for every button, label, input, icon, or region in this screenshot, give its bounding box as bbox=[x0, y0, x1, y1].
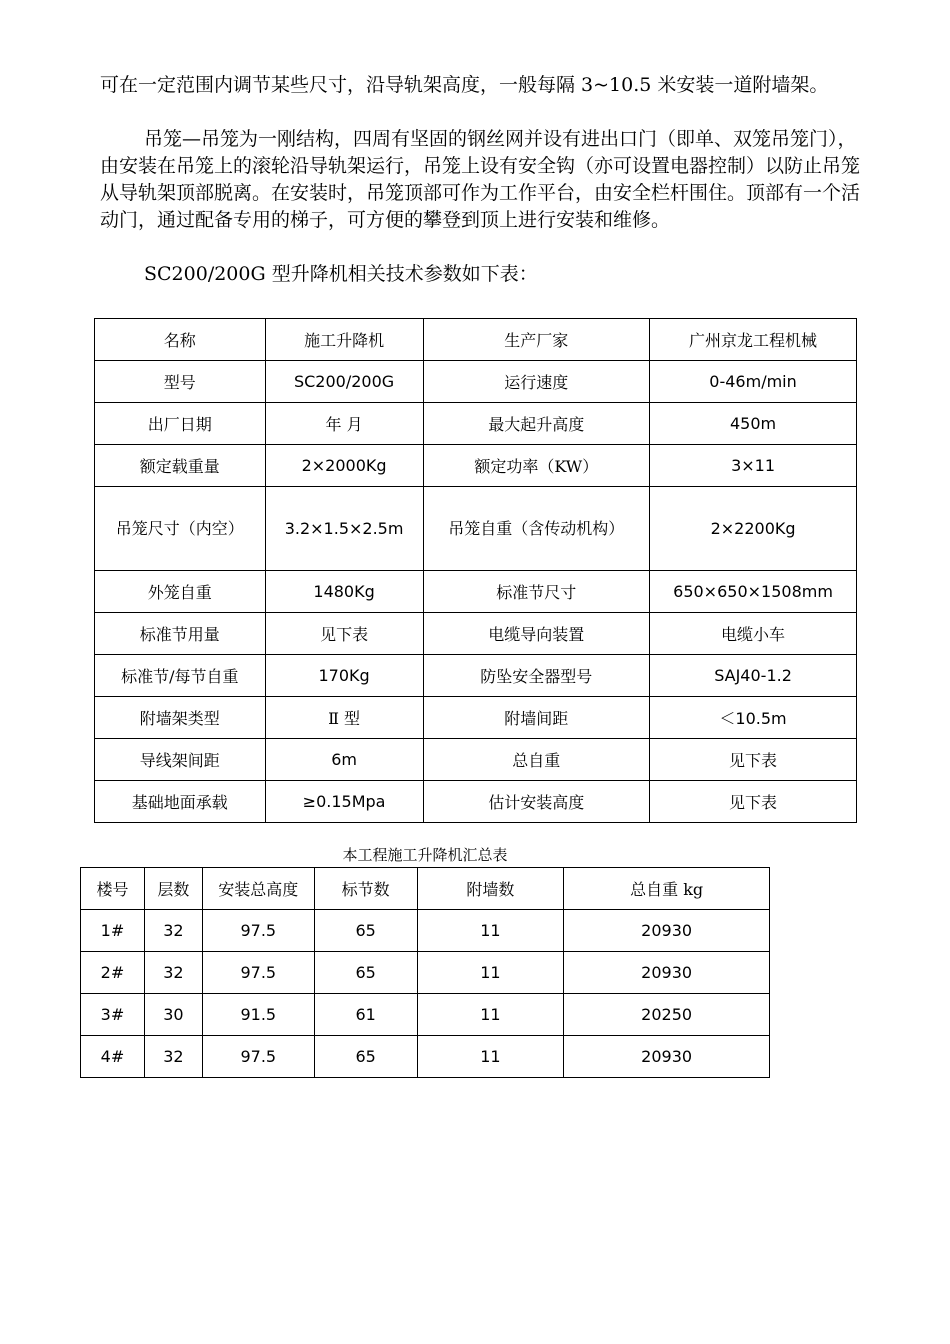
table-cell: 97.5 bbox=[202, 952, 314, 994]
paragraph-attached-wall: 可在一定范围内调节某些尺寸，沿导轨架高度，一般每隔 3~10.5 米安装一道附墙架。 bbox=[100, 74, 829, 96]
spec-value: 广州京龙工程机械 bbox=[650, 319, 857, 361]
spec-label: 标准节尺寸 bbox=[423, 571, 650, 613]
spec-value: 3.2×1.5×2.5m bbox=[265, 487, 423, 571]
spec-value: 3×11 bbox=[650, 445, 857, 487]
spec-value: Ⅱ 型 bbox=[265, 697, 423, 739]
spec-value: 年 月 bbox=[265, 403, 423, 445]
table-row bbox=[95, 697, 857, 739]
spec-value: 见下表 bbox=[650, 781, 857, 823]
table-row bbox=[95, 655, 857, 697]
spec-label: 标准节/每节自重 bbox=[95, 655, 266, 697]
paragraph-cage: 吊笼—吊笼为一刚结构，四周有坚固的钢丝网并设有进出口门（即单、双笼吊笼门），由安装在吊笼上的滚轮沿导轨架运行，吊笼上设有安全钩（亦可设置电器控制）以防止吊笼从导轨架顶部脱离。在安装时，吊笼顶部可作为工作平台，由安全栏杆围住。顶部有一个活动门，通过配备专用的梯子，可方便的攀登到顶上进行安装和维修。 bbox=[100, 128, 861, 231]
table-cell: 1# bbox=[81, 910, 145, 952]
spec-value: 2×2000Kg bbox=[265, 445, 423, 487]
table-cell: 91.5 bbox=[202, 994, 314, 1036]
spec-value: 2×2200Kg bbox=[650, 487, 857, 571]
table-cell: 4# bbox=[81, 1036, 145, 1078]
spec-label: 运行速度 bbox=[423, 361, 650, 403]
paragraph-spec-intro: SC200/200G 型升降机相关技术参数如下表： bbox=[144, 263, 538, 285]
table-cell: 61 bbox=[314, 994, 417, 1036]
spec-value: 电缆小车 bbox=[650, 613, 857, 655]
table-row bbox=[81, 994, 770, 1036]
table-row bbox=[81, 910, 770, 952]
column-header: 总自重 kg bbox=[564, 868, 770, 910]
table-row bbox=[95, 445, 857, 487]
table-row bbox=[95, 781, 857, 823]
spec-value: 450m bbox=[650, 403, 857, 445]
table-cell: 32 bbox=[144, 1036, 202, 1078]
spec-label: 导线架间距 bbox=[95, 739, 266, 781]
spec-label: 名称 bbox=[95, 319, 266, 361]
spec-value: 见下表 bbox=[265, 613, 423, 655]
spec-label: 额定功率（KW） bbox=[423, 445, 650, 487]
table-cell: 65 bbox=[314, 952, 417, 994]
table-row bbox=[81, 952, 770, 994]
spec-label: 电缆导向装置 bbox=[423, 613, 650, 655]
spec-label: 生产厂家 bbox=[423, 319, 650, 361]
table-row bbox=[95, 739, 857, 781]
table-row bbox=[95, 571, 857, 613]
column-header: 层数 bbox=[144, 868, 202, 910]
spec-label: 基础地面承载 bbox=[95, 781, 266, 823]
table-cell: 20930 bbox=[564, 1036, 770, 1078]
spec-value: SC200/200G bbox=[265, 361, 423, 403]
table-cell: 20930 bbox=[564, 910, 770, 952]
spec-label: 总自重 bbox=[423, 739, 650, 781]
table-cell: 97.5 bbox=[202, 910, 314, 952]
table-cell: 2# bbox=[81, 952, 145, 994]
spec-label: 估计安装高度 bbox=[423, 781, 650, 823]
spec-value: ＜10.5m bbox=[650, 697, 857, 739]
table-cell: 20250 bbox=[564, 994, 770, 1036]
spec-label: 外笼自重 bbox=[95, 571, 266, 613]
spec-label: 标准节用量 bbox=[95, 613, 266, 655]
spec-value: 6m bbox=[265, 739, 423, 781]
column-header: 附墙数 bbox=[417, 868, 564, 910]
table-header-row bbox=[81, 868, 770, 910]
table-cell: 30 bbox=[144, 994, 202, 1036]
column-header: 楼号 bbox=[81, 868, 145, 910]
table-cell: 11 bbox=[417, 994, 564, 1036]
spec-label: 防坠安全器型号 bbox=[423, 655, 650, 697]
table-cell: 32 bbox=[144, 952, 202, 994]
table-cell: 3# bbox=[81, 994, 145, 1036]
summary-table-caption: 本工程施工升降机汇总表 bbox=[342, 846, 508, 864]
table-cell: 65 bbox=[314, 1036, 417, 1078]
spec-label: 吊笼自重（含传动机构） bbox=[423, 487, 650, 571]
spec-value: 650×650×1508mm bbox=[650, 571, 857, 613]
table-row bbox=[95, 361, 857, 403]
table-row bbox=[95, 613, 857, 655]
column-header: 安装总高度 bbox=[202, 868, 314, 910]
spec-label: 吊笼尺寸（内空） bbox=[95, 487, 266, 571]
table-cell: 20930 bbox=[564, 952, 770, 994]
spec-value: 0-46m/min bbox=[650, 361, 857, 403]
spec-value: ≥0.15Mpa bbox=[265, 781, 423, 823]
table-cell: 11 bbox=[417, 952, 564, 994]
table-row bbox=[81, 1036, 770, 1078]
spec-value: 170Kg bbox=[265, 655, 423, 697]
table-row bbox=[95, 403, 857, 445]
table-cell: 11 bbox=[417, 1036, 564, 1078]
spec-label: 出厂日期 bbox=[95, 403, 266, 445]
spec-value: SAJ40-1.2 bbox=[650, 655, 857, 697]
spec-label: 附墙间距 bbox=[423, 697, 650, 739]
spec-label: 附墙架类型 bbox=[95, 697, 266, 739]
spec-table bbox=[94, 318, 857, 823]
column-header: 标节数 bbox=[314, 868, 417, 910]
spec-value: 见下表 bbox=[650, 739, 857, 781]
spec-label: 型号 bbox=[95, 361, 266, 403]
spec-value: 施工升降机 bbox=[265, 319, 423, 361]
table-cell: 11 bbox=[417, 910, 564, 952]
table-row bbox=[95, 487, 857, 571]
spec-label: 额定载重量 bbox=[95, 445, 266, 487]
summary-table bbox=[80, 867, 770, 1078]
spec-label: 最大起升高度 bbox=[423, 403, 650, 445]
spec-value: 1480Kg bbox=[265, 571, 423, 613]
table-row bbox=[95, 319, 857, 361]
table-cell: 32 bbox=[144, 910, 202, 952]
table-cell: 65 bbox=[314, 910, 417, 952]
table-cell: 97.5 bbox=[202, 1036, 314, 1078]
